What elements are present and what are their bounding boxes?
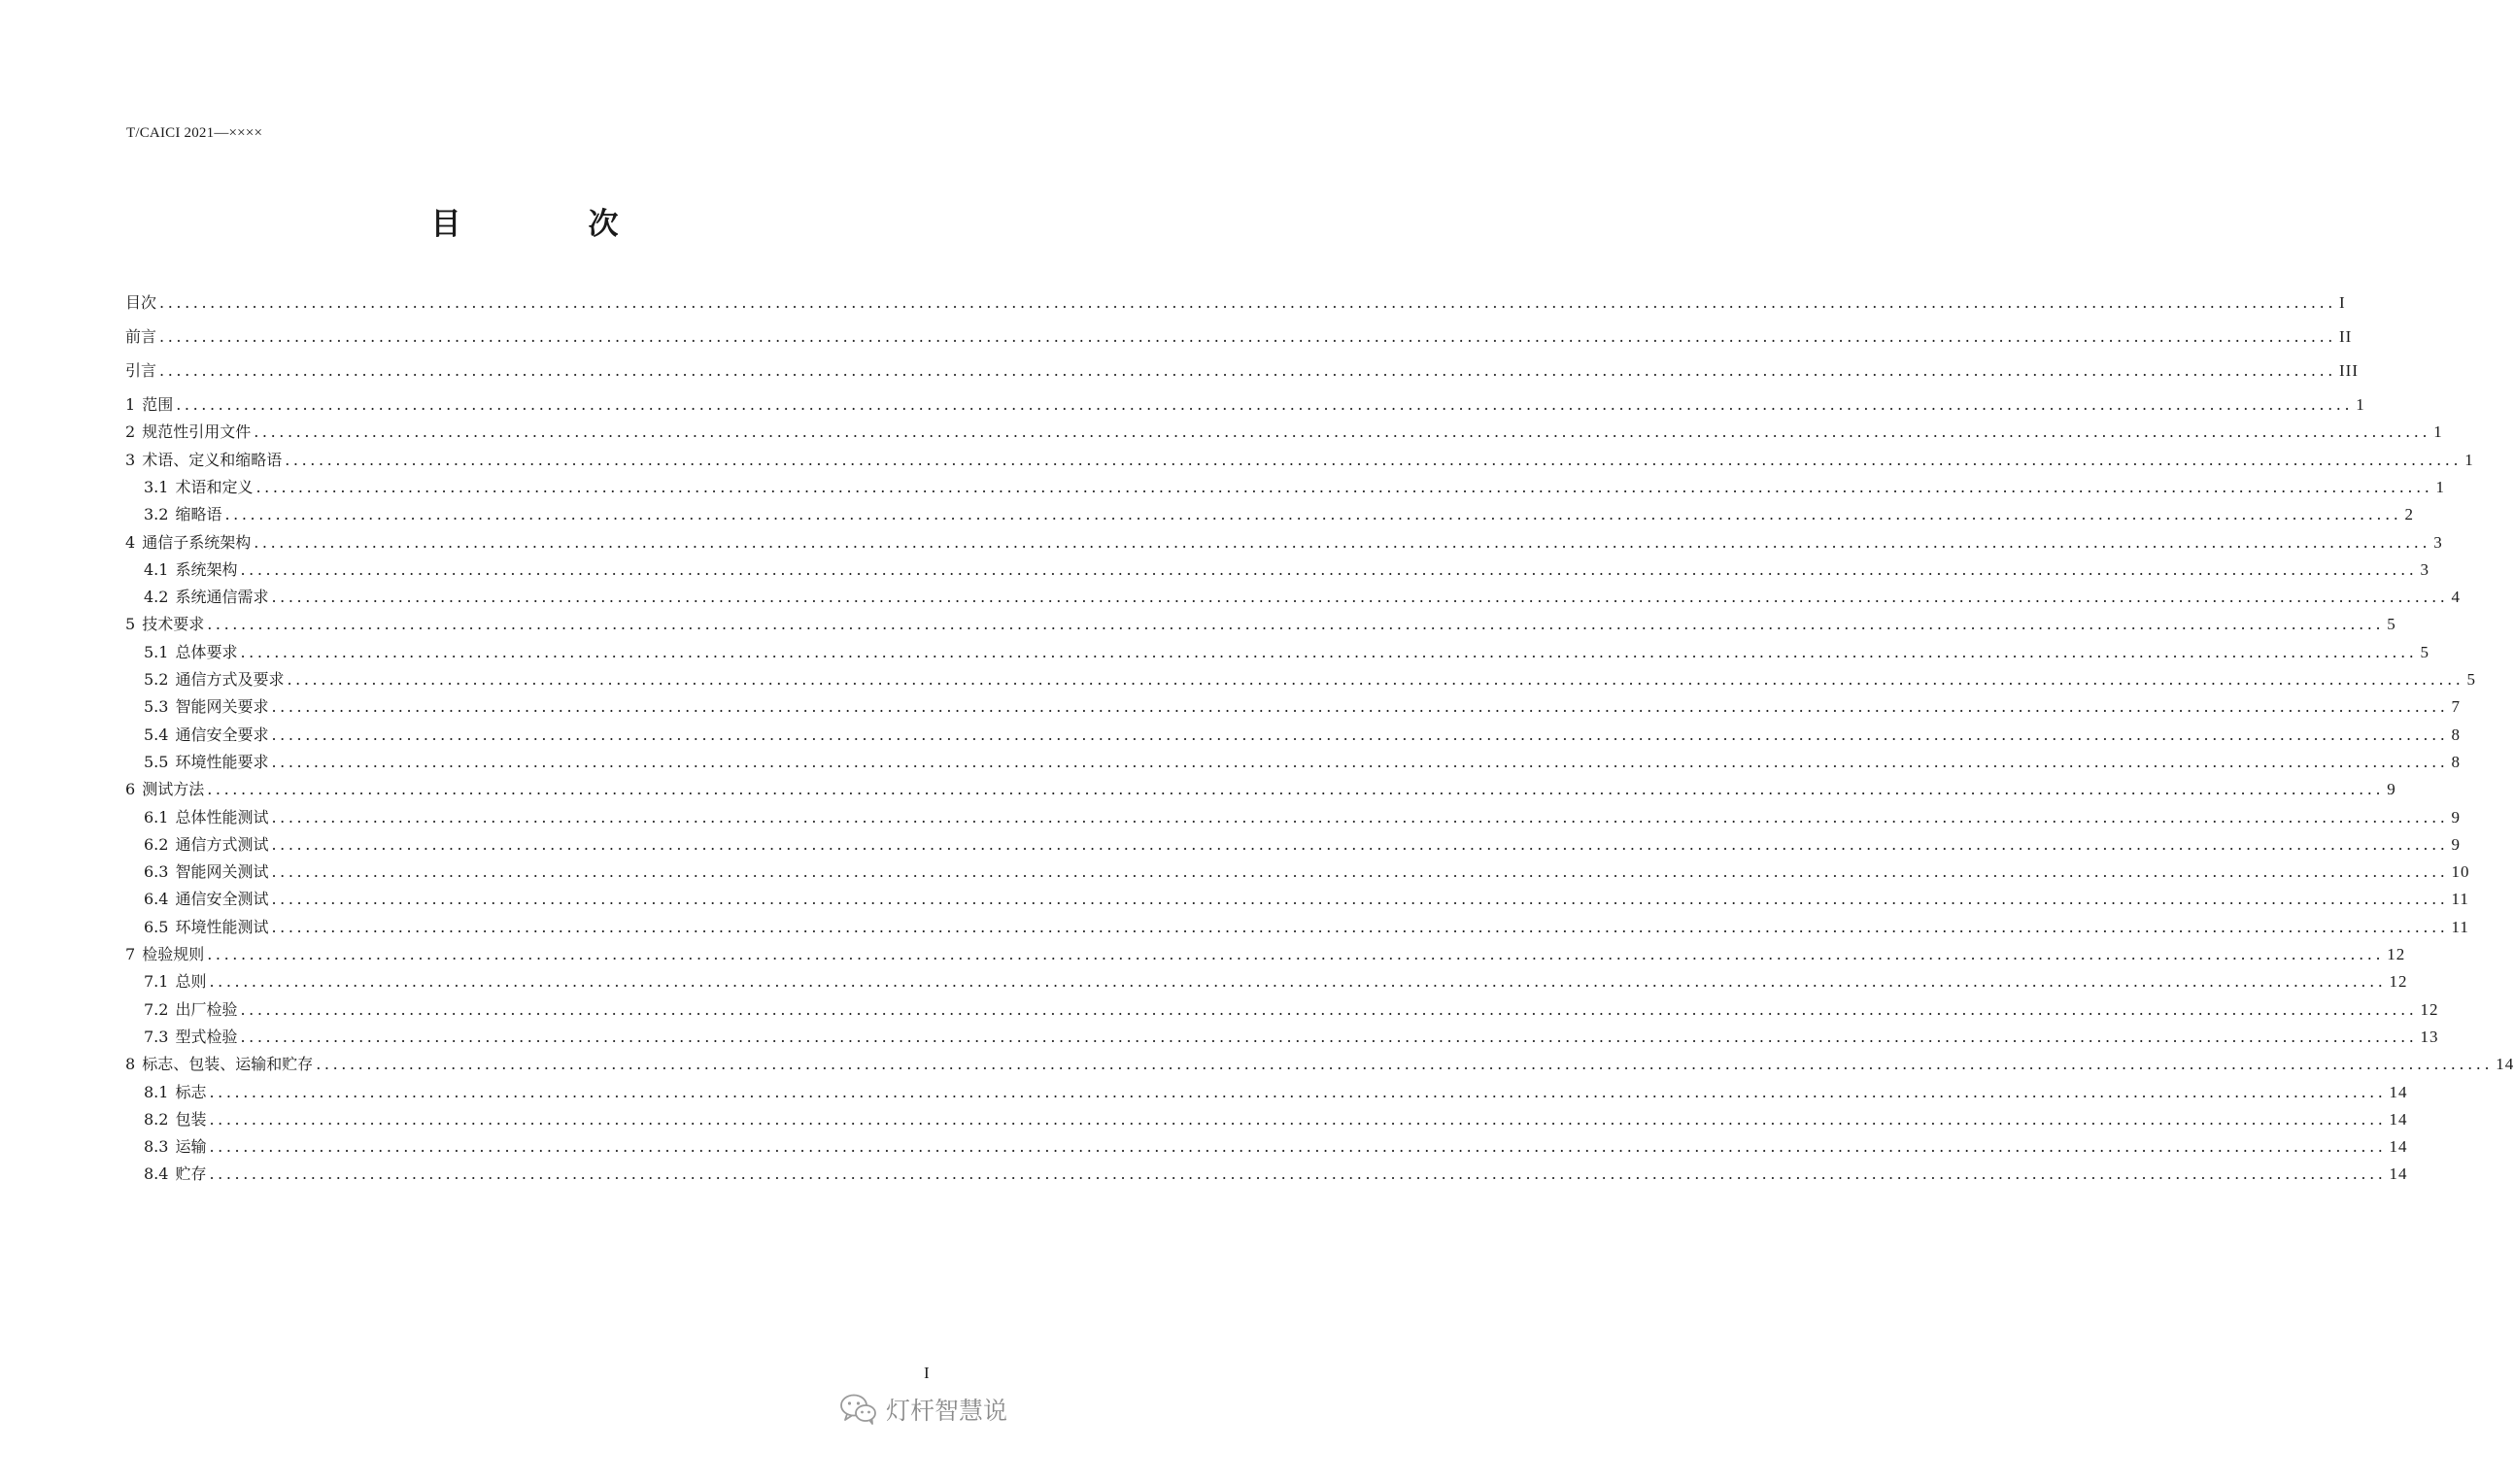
toc-subentry[interactable] [125,970,2408,994]
toc-subentry[interactable] [125,503,2414,526]
toc-dot-leader: .................................................................................................................................................................................................................................................................. [271,917,2449,936]
toc-entry[interactable] [125,421,2443,444]
toc-dot-leader: .................................................................................................................................................................................................................................................................. [271,834,2449,854]
toc-dot-leader: .................................................................................................................................................................................................................................................................. [159,293,2336,312]
toc-entry-number: 6.2 [144,834,169,854]
toc-page-number: 5 [2387,615,2396,634]
toc-entry-title: 通信安全要求 [175,725,269,744]
toc-entry-title: 技术要求 [142,615,205,634]
toc-page-number: 3 [2433,532,2443,552]
toc-entry-label [125,1135,206,1159]
toc-entry-number: 4.1 [144,559,169,579]
toc-entry-number: 7.1 [144,972,169,992]
toc-subentry[interactable] [125,668,2476,691]
toc-subentry[interactable] [125,751,2461,774]
toc-entry-title: 包装 [175,1109,207,1129]
toc-entry-number: 3.2 [144,505,169,524]
toc-entry-title: 标志 [175,1082,207,1101]
toc-dot-leader: .................................................................................................................................................................................................................................................................. [207,615,2385,634]
toc-entry-number: 8.4 [144,1164,169,1184]
toc-page-number: III [2339,361,2359,380]
watermark-text: 灯杆智慧说 [886,1397,1008,1425]
toc-entry-label [125,393,173,417]
toc-entry-number: 5.5 [144,752,169,771]
toc-entry-number: 4 [125,532,136,552]
toc-entry-title: 前言 [125,327,157,346]
wechat-icon [839,1393,878,1426]
toc-entry-number: 3.1 [144,477,169,496]
toc-entry-label [125,695,268,719]
toc-entry-title: 缩略语 [175,505,222,524]
toc-dot-leader: .................................................................................................................................................................................................................................................................. [254,422,2431,442]
toc-entry-label [125,724,268,747]
toc-dot-leader: .................................................................................................................................................................................................................................................................. [240,999,2418,1019]
toc-page-number: 9 [2451,807,2461,826]
toc-page-number: 1 [2435,477,2445,496]
toc-page-number: 5 [2420,642,2429,661]
toc-dot-leader: .................................................................................................................................................................................................................................................................. [209,1137,2387,1157]
toc-entry-number: 5.2 [144,670,169,689]
toc-entry[interactable] [125,778,2396,801]
toc-dot-leader: .................................................................................................................................................................................................................................................................. [254,532,2431,552]
toc-entry-title: 贮存 [175,1164,207,1184]
toc-entry-title: 环境性能测试 [175,917,269,936]
page-title: 目 次 [430,207,667,242]
toc-dot-leader: .................................................................................................................................................................................................................................................................. [209,1164,2387,1184]
toc-entry-label [125,860,268,884]
toc-entry-label [125,558,237,582]
toc-entry[interactable] [125,1053,2514,1076]
toc-entry-label [125,998,237,1022]
toc-page-number: 12 [2389,972,2408,992]
toc-entry[interactable] [125,325,2353,349]
toc-entry-title: 通信方式测试 [175,834,269,854]
toc-entry-number: 8.1 [144,1082,169,1101]
toc-page-number: 9 [2451,834,2461,854]
toc-entry-label [125,1163,206,1186]
toc-subentry[interactable] [125,806,2461,829]
toc-entry-label [125,888,268,911]
toc-entry-label [125,668,284,691]
toc-dot-leader: .................................................................................................................................................................................................................................................................. [159,361,2336,380]
toc-subentry[interactable] [125,860,2470,884]
toc-dot-leader: .................................................................................................................................................................................................................................................................. [159,327,2336,346]
toc-entry-number: 7.3 [144,1027,169,1046]
toc-entry-label [125,751,268,774]
toc-page-number: 11 [2451,890,2469,909]
toc-entry-title: 通信子系统架构 [142,532,252,552]
toc-entry-title: 术语和定义 [175,477,254,496]
toc-entry-label [125,1108,206,1131]
toc-subentry[interactable] [125,724,2461,747]
toc-subentry[interactable] [125,1026,2439,1049]
toc-entry[interactable] [125,449,2474,472]
toc-page-number: II [2339,327,2353,346]
toc-dot-leader: .................................................................................................................................................................................................................................................................. [285,450,2463,469]
toc-entry-number: 2 [125,422,136,442]
toc-subentry[interactable] [125,998,2439,1022]
toc-entry-title: 引言 [125,361,157,380]
toc-entry-label [125,641,237,664]
toc-entry-number: 6 [125,780,136,799]
toc-page-number: 12 [2420,999,2439,1019]
toc-entry-label [125,970,206,994]
toc-dot-leader: .................................................................................................................................................................................................................................................................. [176,395,2354,414]
toc-entry-title: 智能网关要求 [175,697,269,717]
toc-page-number: 9 [2387,780,2396,799]
toc-subentry[interactable] [125,586,2461,609]
toc-entry-label [125,586,268,609]
toc-page-number: 13 [2420,1027,2439,1046]
toc-page-number: 4 [2451,588,2461,607]
toc-dot-leader: .................................................................................................................................................................................................................................................................. [271,890,2449,909]
toc-page-number: 14 [2389,1137,2408,1157]
toc-entry-label [125,476,253,499]
toc-entry-title: 术语、定义和缩略语 [142,450,283,469]
toc-dot-leader: .................................................................................................................................................................................................................................................................. [271,862,2449,882]
toc-dot-leader: .................................................................................................................................................................................................................................................................. [316,1055,2494,1074]
toc-entry-title: 范围 [142,395,174,414]
toc-entry-label [125,613,204,636]
toc-entry-number: 5.4 [144,725,169,744]
toc-entry-title: 标志、包装、运输和贮存 [142,1055,314,1074]
toc-entry-number: 6.3 [144,862,169,882]
toc-entry[interactable] [125,613,2396,636]
page-number: I [924,1364,930,1382]
toc-dot-leader: .................................................................................................................................................................................................................................................................. [271,725,2449,744]
toc-entry-label [125,359,156,383]
toc-subentry[interactable] [125,558,2429,582]
toc-dot-leader: .................................................................................................................................................................................................................................................................. [207,945,2385,963]
toc-entry-title: 出厂检验 [175,999,238,1019]
toc-entry[interactable] [125,393,2365,417]
toc-entry-number: 8.3 [144,1137,169,1157]
toc-entry-label [125,778,204,801]
toc-entry-number: 6.1 [144,807,169,826]
toc-dot-leader: .................................................................................................................................................................................................................................................................. [240,1027,2418,1046]
document-code: T/CAICI 2021—×××× [126,125,263,141]
toc-dot-leader: .................................................................................................................................................................................................................................................................. [240,559,2418,579]
toc-page-number: 8 [2451,725,2461,744]
toc-entry-label [125,806,268,829]
toc-subentry[interactable] [125,1108,2408,1131]
toc-subentry[interactable] [125,1163,2408,1186]
toc-subentry[interactable] [125,476,2445,499]
toc-dot-leader: .................................................................................................................................................................................................................................................................. [271,588,2449,607]
toc-page-number: 2 [2404,505,2414,524]
toc-entry[interactable] [125,943,2406,966]
toc-entry-title: 运输 [175,1137,207,1157]
toc-entry-label [125,421,251,444]
toc-entry-title: 总体要求 [175,642,238,661]
toc-entry-title: 系统通信需求 [175,588,269,607]
toc-page-number: 12 [2387,945,2406,963]
toc-entry[interactable] [125,359,2359,383]
toc-dot-leader: .................................................................................................................................................................................................................................................................. [271,697,2449,717]
toc-entry-label [125,531,251,555]
toc-dot-leader: .................................................................................................................................................................................................................................................................. [209,1082,2387,1101]
toc-dot-leader: .................................................................................................................................................................................................................................................................. [224,505,2402,524]
toc-entry-title: 规范性引用文件 [142,422,252,442]
toc-entry-number: 5.3 [144,697,169,717]
toc-dot-leader: .................................................................................................................................................................................................................................................................. [271,752,2449,771]
toc-entry-number: 8.2 [144,1109,169,1129]
toc-page-number: 7 [2451,697,2461,717]
toc-entry-label [125,916,268,939]
toc-page-number: 14 [2389,1082,2408,1101]
toc-subentry[interactable] [125,641,2429,664]
toc-entry-title: 智能网关测试 [175,862,269,882]
toc-page-number: 11 [2451,917,2469,936]
toc-page-number: 10 [2451,862,2470,882]
toc-entry[interactable] [125,291,2346,315]
toc-page-number: 5 [2466,670,2476,689]
toc-entry-label [125,1026,237,1049]
toc-page-number: 1 [2433,422,2443,442]
toc-entry-number: 6.4 [144,890,169,909]
toc-subentry[interactable] [125,888,2469,911]
watermark [839,1392,1007,1427]
toc-entry-title: 目次 [125,293,157,312]
toc-page-number: I [2339,293,2346,312]
toc-dot-leader: .................................................................................................................................................................................................................................................................. [255,477,2433,496]
toc-dot-leader: .................................................................................................................................................................................................................................................................. [271,807,2449,826]
toc-entry-number: 5 [125,615,136,634]
toc-entry-title: 通信安全测试 [175,890,269,909]
toc-page-number: 14 [2389,1109,2408,1129]
toc-dot-leader: .................................................................................................................................................................................................................................................................. [207,780,2385,799]
toc-entry-number: 7.2 [144,999,169,1019]
toc-subentry[interactable] [125,833,2461,857]
toc-entry-number: 1 [125,395,136,414]
toc-subentry[interactable] [125,1135,2408,1159]
toc-entry-title: 测试方法 [142,780,205,799]
toc-entry-title: 通信方式及要求 [175,670,285,689]
toc-dot-leader: .................................................................................................................................................................................................................................................................. [240,642,2418,661]
toc-entry-label [125,1053,313,1076]
toc-page-number: 14 [2496,1055,2514,1074]
toc-entry-label [125,325,156,349]
toc-entry-title: 总体性能测试 [175,807,269,826]
toc-page-number: 8 [2451,752,2461,771]
toc-entry-label [125,503,221,526]
toc-dot-leader: .................................................................................................................................................................................................................................................................. [287,670,2464,689]
toc-entry-title: 系统架构 [175,559,238,579]
toc-page-number: 1 [2356,395,2365,414]
toc-page-number: 14 [2389,1164,2408,1184]
toc-entry-number: 5.1 [144,642,169,661]
toc-subentry[interactable] [125,916,2469,939]
toc-entry-label [125,291,156,315]
toc-entry-title: 总则 [175,972,207,992]
toc-dot-leader: .................................................................................................................................................................................................................................................................. [209,1109,2387,1129]
toc-entry-number: 3 [125,450,136,469]
toc-entry-label [125,449,282,472]
toc-entry-number: 7 [125,945,136,963]
toc-subentry[interactable] [125,695,2461,719]
toc-entry-title: 检验规则 [142,945,205,963]
toc-page-number: 3 [2420,559,2429,579]
toc-subentry[interactable] [125,1081,2408,1104]
toc-entry-label [125,943,204,966]
toc-entry-number: 8 [125,1055,136,1074]
toc-entry-label [125,833,268,857]
toc-entry-title: 环境性能要求 [175,752,269,771]
toc-entry-label [125,1081,206,1104]
toc-entry[interactable] [125,531,2443,555]
toc-entry-title: 型式检验 [175,1027,238,1046]
toc-page-number: 1 [2464,450,2474,469]
toc-entry-number: 4.2 [144,588,169,607]
toc-entry-number: 6.5 [144,917,169,936]
toc-dot-leader: .................................................................................................................................................................................................................................................................. [209,972,2387,992]
